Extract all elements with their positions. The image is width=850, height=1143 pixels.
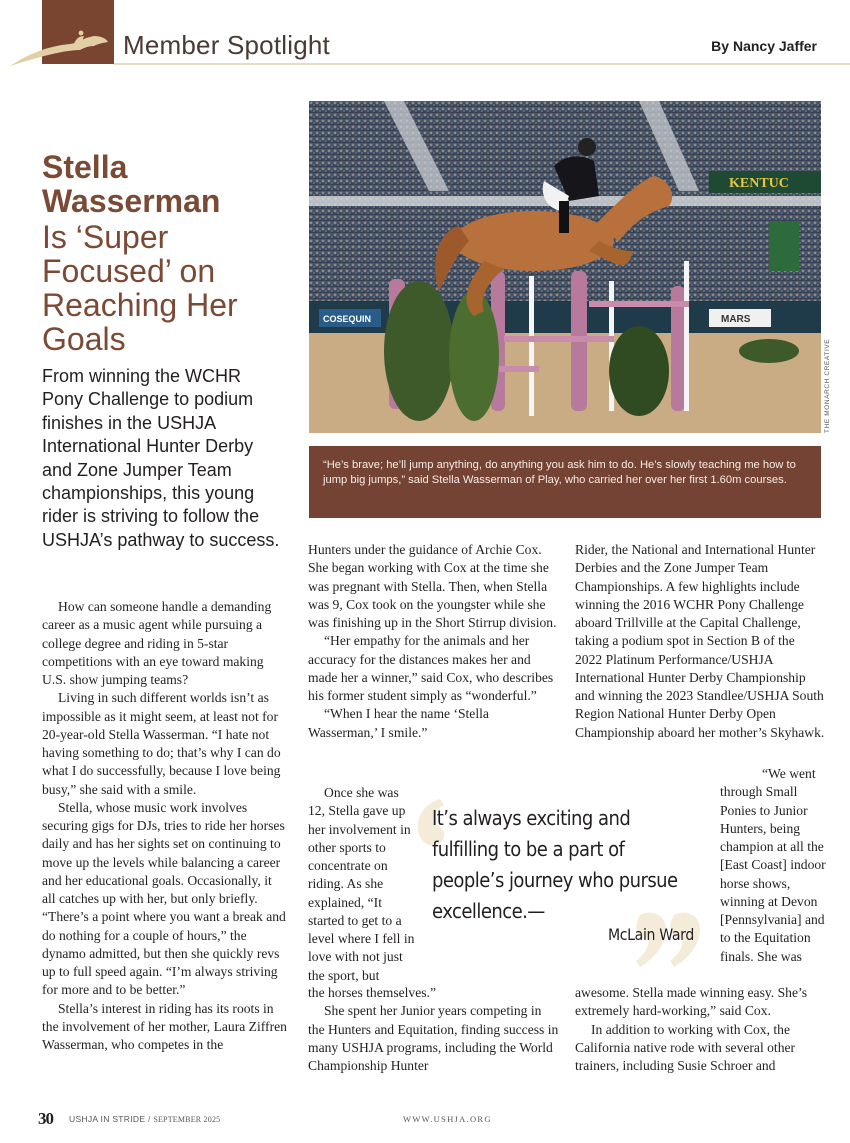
paragraph: Living in such different worlds isn’t as impossible as it might seem, at least not for 20-year-old Stella Wasserman. “I hate not having something to do; that’s why I can do what I do successfully, because I love being busy,” she said with a smile.	[42, 690, 281, 797]
byline: By Nancy Jaffer	[711, 38, 817, 54]
section-title: Member Spotlight	[123, 30, 330, 60]
paragraph: awesome. Stella made winning easy. She’s extremely hard-working,” said Cox.	[575, 985, 808, 1019]
body-column-2-wrap	[308, 784, 418, 985]
paragraph: Stella, whose music work involves securing gigs for DJs, tries to ride her horses daily and has her sights set on continuing to move up the levels while balancing a career and her educational goals. Occasionally, it all catches up with her, but only briefly. “There’s a point where you want a break and do nothing for a couple of hours,” the dynamo admitted, but then she quickly revs up to full speed again. “I’m always striving for more and to be better.”	[42, 799, 286, 998]
paragraph: “We went through Small Ponies to Junior Hunters, being champion at all the [East Coast] indoor horse shows, winning at Devon [Pennsylvania] and to the Equitation finals. She was	[720, 766, 826, 964]
paragraph: “When I hear the name ‘Stella Wasserman,’ I smile.”	[308, 706, 489, 740]
body-column-3-bottom	[575, 984, 825, 1075]
pull-quote-author: McLain Ward	[608, 925, 694, 944]
svg-text:MARS: MARS	[721, 314, 751, 325]
horse-jumping-photo-icon	[309, 101, 821, 433]
feature-photo	[309, 101, 821, 433]
header-divider	[114, 63, 850, 65]
horse-jumper-logo-icon	[8, 24, 108, 68]
paragraph: the horses themselves.”	[308, 985, 436, 1000]
publication-title: USHJA IN STRIDE	[69, 1114, 146, 1124]
headline-name: Stella Wasserman	[42, 149, 221, 219]
paragraph: Rider, the National and International Hunter Derbies and the Zone Jumper Team Championships. A few highlights include winning the 2016 WCHR Pony Challenge aboard Trillville at the Capital Challenge, taking a podium spot in Section B of the 2022 Platinum Performance/USHJA International Hunter Derby Championship and winning the 2023 Standlee/USHJA South Region National Hunter Derby Open Championship aboard her mother’s Skyhawk.	[575, 542, 825, 740]
paragraph: Once she was 12, Stella gave up her involvement in other sports to concentrate on riding. As she explained, “It started to get to a level where I fell in love with not just the sport, but	[308, 785, 415, 983]
publication-name	[69, 1114, 220, 1124]
body-column-2	[308, 541, 560, 742]
article-deck: From winning the WCHR Pony Challenge to podium finishes in the USHJA International Hunter Derby and Zone Jumper Team championships, this young rider is striving to follow the USHJA’s pathway to success.	[42, 366, 280, 550]
paragraph: In addition to working with Cox, the California native rode with several other trainers, including Susie Schroer and	[575, 1021, 796, 1073]
paragraph: Stella’s interest in riding has its roots in the involvement of her mother, Laura Ziffren Wasserman, who competes in the	[42, 1000, 287, 1052]
body-column-3	[575, 541, 825, 742]
issue-date: SEPTEMBER 2025	[153, 1115, 221, 1124]
paragraph: How can someone handle a demanding career as a music agent while pursuing a college degree and riding in 5-star competitions with an eye toward making U.S. show jumping teams?	[42, 599, 272, 687]
body-column-2-bottom	[308, 984, 560, 1075]
body-column-3-wrap	[720, 765, 828, 966]
footer-separator: /	[147, 1114, 151, 1124]
photo-credit: THE MONARCH CREATIVE	[824, 338, 831, 433]
svg-text:KENTUC: KENTUC	[729, 176, 789, 191]
paragraph: Hunters under the guidance of Archie Cox. She began working with Cox at the time she was pregnant with Stella. Then, when Stella was 9, Cox took on the youngster while she was finishing up in the Short Stirrup division.	[308, 542, 557, 630]
body-column-1	[42, 598, 288, 1054]
paragraph: “Her empathy for the animals and her accuracy for the distances makes her and made her a winner,” said Cox, who describes his former student simply as “wonderful.”	[308, 633, 554, 703]
website-url[interactable]: WWW.USHJA.ORG	[403, 1114, 492, 1124]
photo-caption: “He’s brave; he’ll jump anything, do anything you ask him to do. He’s slowly teaching me how to jump big jumps,” said Stella Wasserman of Play, who carried her over her first 1.60m courses.	[309, 446, 821, 518]
svg-text:COSEQUIN: COSEQUIN	[323, 314, 372, 324]
headline-subtitle: Is ‘Super Focused’ on Reaching Her Goals	[42, 219, 238, 357]
pull-quote-text: It’s always exciting and fulfilling to be a part of people’s journey who pursue excellence.—	[432, 806, 678, 923]
page-number: 30	[38, 1109, 53, 1128]
paragraph: She spent her Junior years competing in the Hunters and Equitation, finding success in many USHJA programs, including the World Championship Hunter	[308, 1003, 559, 1073]
